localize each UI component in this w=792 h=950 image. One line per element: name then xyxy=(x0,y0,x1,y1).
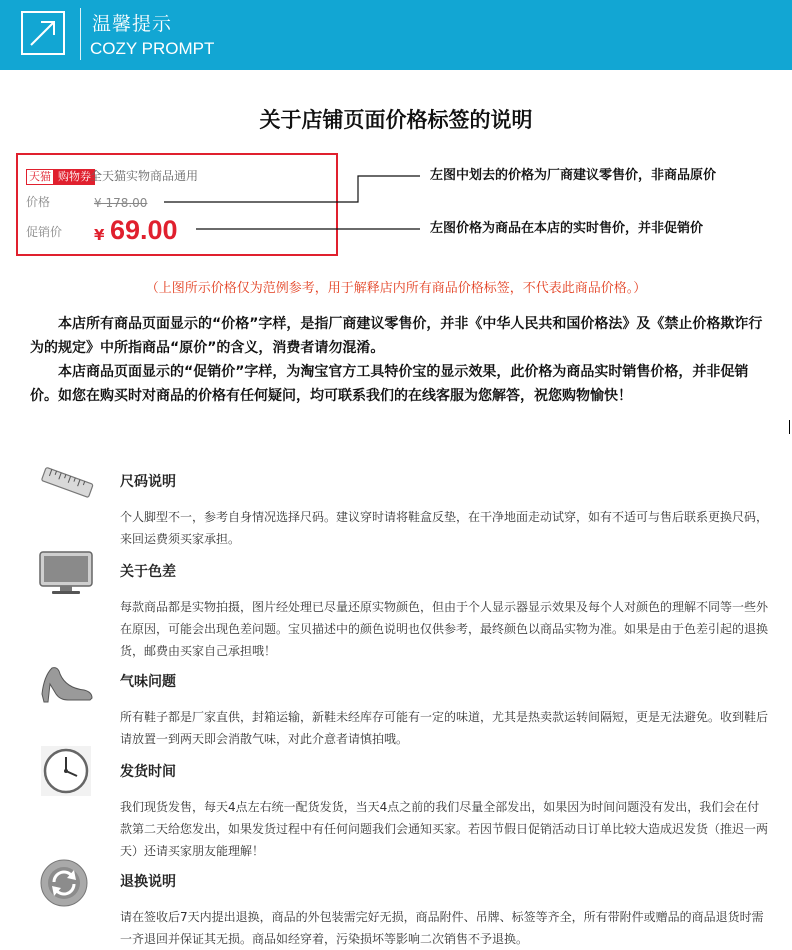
coupon-description: 全天猫实物商品通用 xyxy=(90,169,199,183)
coupon-badge: 购物券 xyxy=(54,169,95,185)
section-title-shipping: 发货时间 xyxy=(120,764,176,780)
promo-note: 左图价格为商品在本店的实时售价，并非促销价 xyxy=(430,221,704,236)
monitor-icon xyxy=(38,548,94,598)
promo-price: 69.00 xyxy=(110,215,178,245)
text-cursor xyxy=(789,420,790,434)
section-title-color: 关于色差 xyxy=(120,564,176,580)
section-body-smell: 所有鞋子都是厂家直供，封箱运输，新鞋未经库存可能有一定的味道，尤其是热卖款运转间隔短，更是无法避免。收到鞋后请放置一到两天即会消散气味，对此介意者请慎拍哦。 xyxy=(120,710,769,746)
clock-icon xyxy=(38,746,94,796)
header-title-cn: 温馨提示 xyxy=(92,13,173,35)
promo-price-label: 促销价 xyxy=(26,225,63,239)
price-example-box xyxy=(16,153,338,256)
section-body-color: 每款商品都是实物拍摄，图片经处理已尽量还原实物颜色，但由于个人显示器显示效果及每个人对颜色的理解不同等一些外在原因，可能会出现色差问题。宝贝描述中的颜色说明也仅供参考，最终颜色以商品实物为准。如果是由于色差引起的退换货，邮费由买家自己承担哦！ xyxy=(120,600,769,658)
statement-price: 本店所有商品页面显示的“价格”字样，是指厂商建议零售价，并非《中华人民共和国价格法》及《禁止价格欺诈行为的规定》中所指商品“原价”的含义，消费者请勿混淆。 xyxy=(30,316,763,356)
section-body-size: 个人脚型不一，参考自身情况选择尺码。建议穿时请将鞋盒反垫，在干净地面走动试穿，如有不适可与售后联系更换尺码，来回运费须买家承担。 xyxy=(120,510,769,546)
high-heel-shoe-icon xyxy=(38,658,94,708)
arrow-up-right-icon xyxy=(21,11,65,55)
section-body-returns: 请在签收后7天内提出退换，商品的外包装需完好无损，商品附件、吊牌、标签等齐全，所有带附件或赠品的商品退货时需一齐退回并保证其无损。商品如经穿着，污染损坏等影响二次销售不予退换。 xyxy=(120,910,764,946)
section-title-size: 尺码说明 xyxy=(120,474,176,490)
section-title-smell: 气味问题 xyxy=(120,674,176,690)
tmall-badge: 天猫 xyxy=(26,169,54,185)
strikethrough-note: 左图中划去的价格为厂商建议零售价，非商品原价 xyxy=(430,168,717,183)
page-title: 关于店铺页面价格标签的说明 xyxy=(259,108,533,132)
header-divider xyxy=(80,8,81,60)
price-label: 价格 xyxy=(26,195,51,209)
statement-promo: 本店商品页面显示的“促销价”字样，为淘宝官方工具特价宝的显示效果，此价格为商品实时销售价格，并非促销价。如您在购买时对商品的价格有任何疑问，均可联系我们的在线客服为您解答，祝您购物愉快！ xyxy=(30,364,749,404)
header-title-en: COZY PROMPT xyxy=(90,39,215,58)
section-body-shipping: 我们现货发售，每天4点左右统一配货发货，当天4点之前的我们尽量全部发出，如果因为时间问题没有发出，我们会在付款第二天给您发出，如果发货过程中有任何问题我们会通知买家。若因节假日促销活动日订单比较大造成迟发货（推迟一两天）还请买家朋友能理解！ xyxy=(120,800,769,858)
refresh-icon xyxy=(38,858,94,908)
section-title-returns: 退换说明 xyxy=(120,874,176,890)
original-price: ¥ 178.00 xyxy=(94,196,148,210)
disclaimer: （上图所示价格仅为范例参考，用于解释店内所有商品价格标签，不代表此商品价格。） xyxy=(145,281,647,296)
ruler-icon xyxy=(38,458,94,508)
promo-currency: ¥ xyxy=(94,226,105,244)
header-banner xyxy=(0,0,792,70)
